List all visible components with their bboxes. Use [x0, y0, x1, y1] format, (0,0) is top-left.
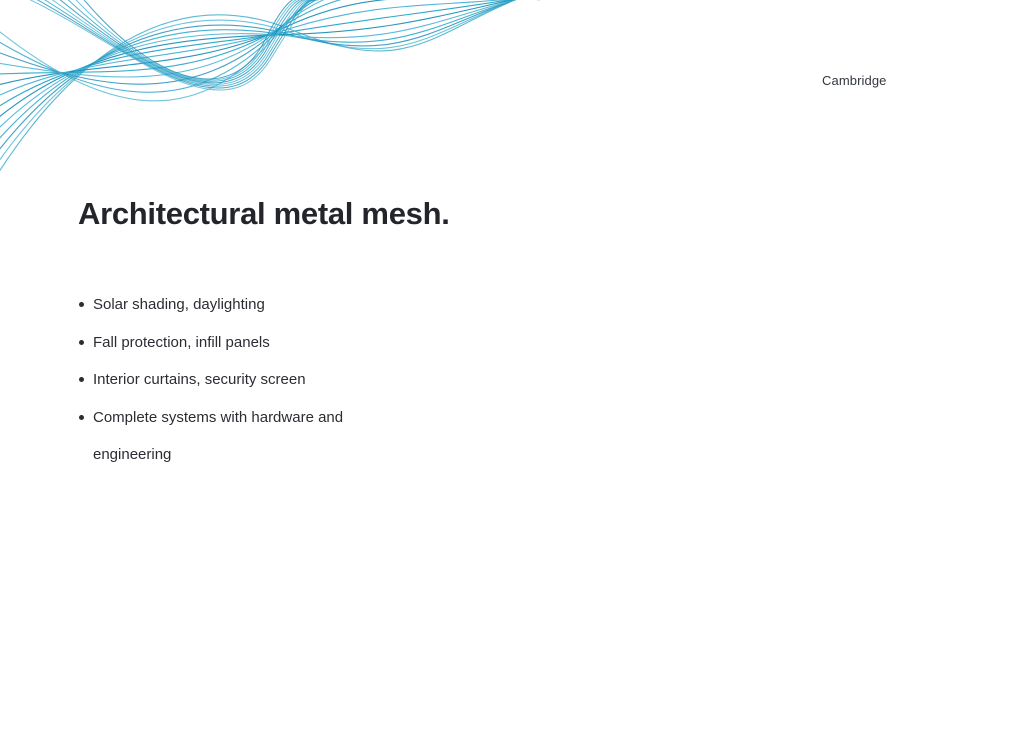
feature-item [78, 399, 378, 474]
wave-line [0, 0, 540, 92]
feature-item [78, 324, 378, 362]
bullet-icon [79, 377, 84, 382]
brand-label: Cambridge [822, 73, 887, 88]
bullet-icon [79, 415, 84, 420]
bullet-icon [79, 340, 84, 345]
feature-label: Solar shading, daylighting [93, 296, 265, 313]
wave-lines-graphic [0, 0, 540, 190]
feature-item [78, 361, 378, 399]
wave-line [0, 0, 540, 101]
feature-list [78, 286, 378, 474]
feature-label: Fall protection, infill panels [93, 333, 270, 351]
feature-label: Interior curtains, security screen [93, 371, 306, 388]
bullet-icon [79, 302, 84, 307]
page-title: Architectural metal mesh. [78, 196, 450, 231]
wave-lines-decoration [0, 0, 540, 190]
feature-label: Complete systems with hardware and engineering [93, 408, 344, 463]
feature-item [78, 286, 378, 324]
